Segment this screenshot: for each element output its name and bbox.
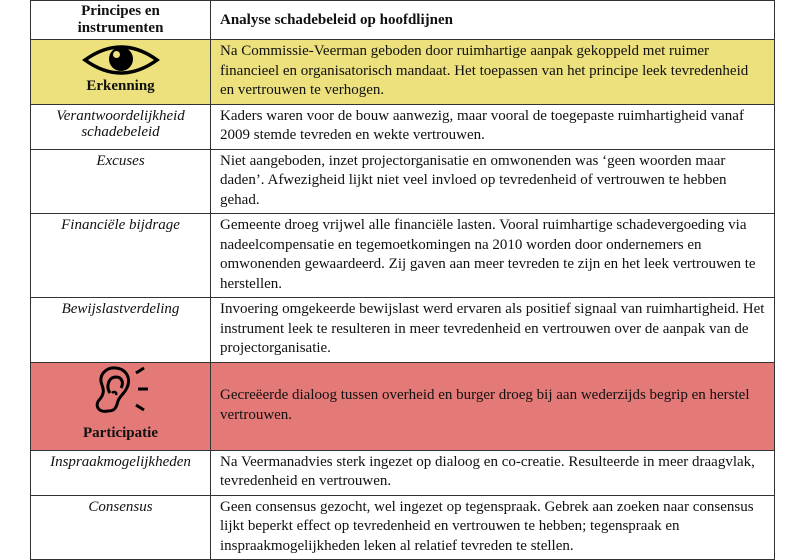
- policy-analysis-table: [30, 0, 775, 560]
- header-analysis: Analyse schadebeleid op hoofdlijnen: [211, 1, 775, 40]
- header-principles: Principes en instrumenten: [31, 1, 211, 40]
- row-text-excuses: Niet aangeboden, inzet projectorganisatie en omwonenden was ‘geen woorden maar daden’. Afwezigheid lijkt niet veel invloed op tevredenheid of vertrouwen te hebben gehad.: [211, 149, 775, 214]
- row-text-financiele: Gemeente droeg vrijwel alle financiële lasten. Vooral ruimhartige schadevergoeding via nadeelcompensatie en tegemoetkomingen na 2010 worden door ondernemers en omwonenden gewaardeerd. Zij gaven aan meer tevreden te zijn en het leek vertrouwen te herstellen.: [211, 214, 775, 298]
- table-row: [31, 214, 775, 298]
- row-name-consensus: Consensus: [31, 495, 211, 560]
- ear-icon: [31, 363, 210, 419]
- category-erkenning: Erkenning: [31, 40, 211, 105]
- participatie-analysis: Gecreëerde dialoog tussen overheid en burger droeg bij aan wederzijds begrip en herstel vertrouwen.: [211, 362, 775, 450]
- row-name-excuses: Excuses: [31, 149, 211, 214]
- category-row-participatie: [31, 362, 775, 450]
- row-name-financiele: Financiële bijdrage: [31, 214, 211, 298]
- category-row-erkenning: [31, 40, 775, 105]
- table-row: [31, 450, 775, 495]
- table-row: [31, 495, 775, 560]
- row-name-inspraak: Inspraakmogelijkheden: [31, 450, 211, 495]
- table-row: [31, 104, 775, 149]
- category-participatie: Participatie: [31, 362, 211, 450]
- eye-icon: [31, 40, 210, 78]
- row-name-bewijslast: Bewijslastverdeling: [31, 298, 211, 363]
- table-header-row: [31, 1, 775, 40]
- row-name-verantwoordelijkheid: Verantwoordelijkheid schadebeleid: [31, 104, 211, 149]
- row-text-consensus: Geen consensus gezocht, wel ingezet op tegenspraak. Gebrek aan zoeken naar consensus lijkt beperkt effect op tevredenheid en vertrouwen te hebben; tegenspraak en inspraakmogelijkheden leken al relatief tevreden te stellen.: [211, 495, 775, 560]
- table-row: [31, 149, 775, 214]
- row-text-verantwoordelijkheid: Kaders waren voor de bouw aanwezig, maar vooral de toegepaste ruimhartigheid vanaf 2009 stemde tevreden en wekte vertrouwen.: [211, 104, 775, 149]
- erkenning-analysis: Na Commissie-Veerman geboden door ruimhartige aanpak gekoppeld met ruimer financieel en organisatorisch mandaat. Het toepassen van het principe leek tevredenheid en vertrouwen te verhogen.: [211, 40, 775, 105]
- row-text-bewijslast: Invoering omgekeerde bewijslast werd ervaren als positief signaal van ruimhartigheid. Het instrument leek te resulteren in meer tevredenheid en vertrouwen over de aanpak van de projectorganisatie.: [211, 298, 775, 363]
- table-row: [31, 298, 775, 363]
- row-text-inspraak: Na Veermanadvies sterk ingezet op dialoog en co-creatie. Resulteerde in meer draagvlak, tevredenheid en vertrouwen.: [211, 450, 775, 495]
